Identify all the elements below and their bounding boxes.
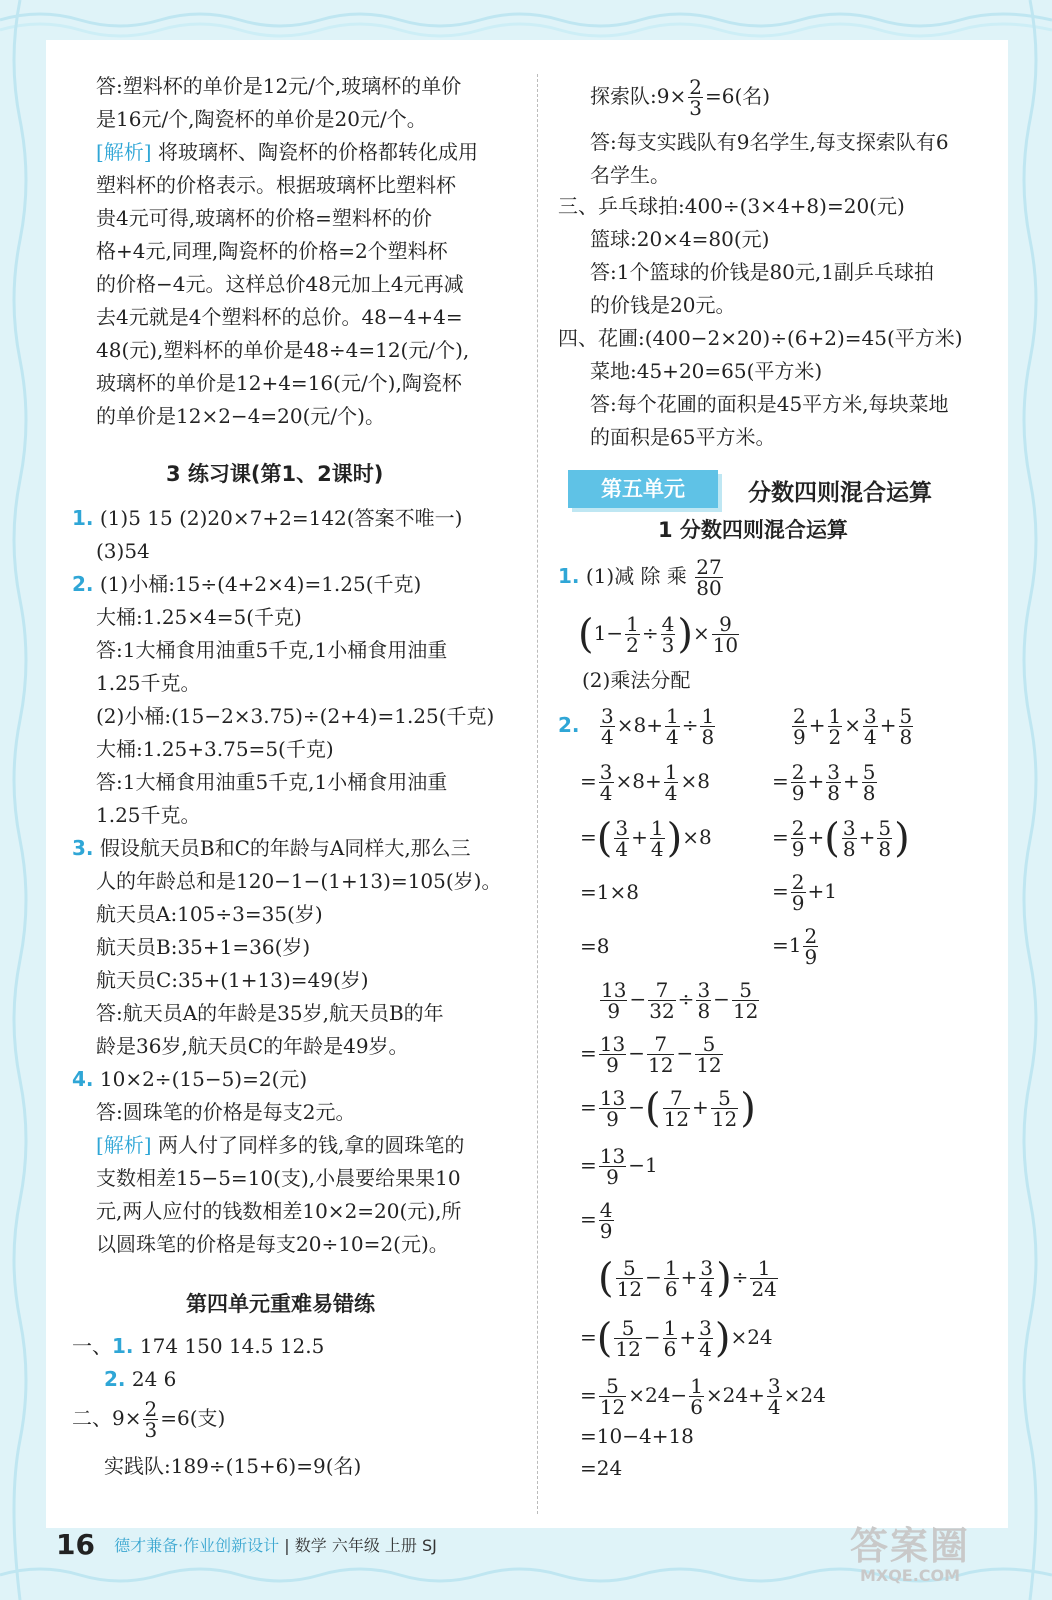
answer-line: 的面积是65平方米。	[590, 425, 776, 449]
analysis-line: 塑料杯的价格表示。根据玻璃杯比塑料杯	[96, 173, 456, 197]
analysis-line: 去4元就是4个塑料杯的总价。48−4+4=	[96, 305, 463, 329]
section-title: 1 分数四则混合运算	[658, 518, 848, 542]
question-line: (3)54	[96, 539, 150, 563]
analysis-line: 支数相差15−5=10(支),小晨要给果果10	[96, 1166, 461, 1190]
calc-step: =( $\frac{5}{12}$ − $\frac{1}{6}$ + $\frac{3}{4}$ )×24	[580, 1315, 773, 1362]
footer-brand: 德才兼备·作业创新设计	[114, 1536, 280, 1555]
review-2: 2. 24 6	[104, 1367, 177, 1391]
calc-step: = $\frac{13}{9}$ −( $\frac{7}{12}$ + $\frac{5}{12}$ )	[580, 1085, 756, 1132]
fraction: $\frac{2}{3}$	[689, 75, 702, 120]
question-line: 1.25千克。	[96, 803, 201, 827]
calc-step: = $\frac{2}{9}$ +1	[772, 870, 837, 915]
answer-line: 答:每个花圃的面积是45平方米,每块菜地	[590, 392, 949, 416]
fraction: $\frac{1}{2}$	[626, 612, 639, 657]
watermark-logo: 答案圈 MXQE.COM	[850, 1524, 971, 1585]
fraction: $\frac{27}{80}$	[696, 555, 722, 600]
calc-step: = $\frac{5}{12}$ ×24− $\frac{1}{6}$ ×24+ $\frac{3}{4}$ ×24	[580, 1374, 826, 1419]
calc-step: =24	[580, 1456, 623, 1480]
page-content	[46, 40, 1008, 1528]
question-2	[558, 700, 580, 750]
question-number: 1.	[72, 506, 94, 530]
question-line: 航天员C:35+(1+13)=49(岁)	[96, 968, 369, 992]
answer-line: 答:1个篮球的价钱是80元,1副乒乓球拍	[590, 260, 934, 284]
calc-step: =10−4+18	[580, 1424, 694, 1448]
page-number: 16	[56, 1528, 95, 1561]
answer-line: 答:塑料杯的单价是12元/个,玻璃杯的单价	[96, 74, 462, 98]
question-number: 1.	[558, 564, 580, 588]
analysis-line: 的单价是12×2−4=20(元/个)。	[96, 404, 385, 428]
question-line: 答:1大桶食用油重5千克,1小桶食用油重	[96, 638, 448, 662]
answer-line: 探索队:9× $\frac{2}{3}$ =6(名)	[590, 75, 771, 120]
question-number: 4.	[72, 1067, 94, 1091]
analysis-line: 的价格−4元。这样总价48元加上4元再减	[96, 272, 464, 296]
analysis-line: 贵4元可得,玻璃杯的价格=塑料杯的价	[96, 206, 432, 230]
calc-step: ( $\frac{5}{12}$ − $\frac{1}{6}$ + $\frac{3}{4}$ )÷ $\frac{1}{24}$	[598, 1255, 777, 1302]
expression: (1− $\frac{1}{2}$ ÷ $\frac{4}{3}$ )× $\frac{9}{10}$	[578, 611, 739, 658]
answer-line: 实践队:189÷(15+6)=9(名)	[104, 1454, 362, 1478]
analysis-line: 元,两人应付的钱数相差10×2=20(元),所	[96, 1199, 462, 1223]
question-4: 4. 10×2÷(15−5)=2(元)	[72, 1067, 308, 1091]
unit-title: 分数四则混合运算	[748, 480, 932, 506]
answer-line: 的价钱是20元。	[590, 293, 736, 317]
question-line: 答:航天员A的年龄是35岁,航天员B的年	[96, 1001, 444, 1025]
calc-step: = $\frac{2}{9}$ +( $\frac{3}{8}$ + $\frac{5}{8}$ )	[772, 815, 910, 862]
fraction: $\frac{4}{3}$	[661, 612, 675, 657]
question-line: 答:圆珠笔的价格是每支2元。	[96, 1100, 356, 1124]
calc-step: = $\frac{13}{9}$ −1	[580, 1144, 658, 1189]
calc-step: =1×8	[580, 880, 639, 904]
calc-step: =8	[580, 934, 610, 958]
answer-line: 三、乒乓球拍:400÷(3×4+8)=20(元)	[558, 194, 905, 218]
question-line: 航天员A:105÷3=35(岁)	[96, 902, 323, 926]
answer-line: 名学生。	[590, 163, 670, 187]
calc-step: = $\frac{2}{9}$ + $\frac{3}{8}$ + $\frac{5}{8}$	[772, 760, 876, 805]
question-number: 3.	[72, 836, 94, 860]
answer-line: 四、花圃:(400−2×20)÷(6+2)=45(平方米)	[558, 326, 963, 350]
review-3: 二、9× $\frac{2}{3}$ =6(支)	[72, 1397, 226, 1442]
question-line: 1.25千克。	[96, 671, 201, 695]
unit-tag: 第五单元	[568, 470, 718, 508]
calc-step: = $\frac{3}{4}$ ×8+ $\frac{1}{4}$ ×8	[580, 760, 710, 805]
analysis-tag: [解析]	[96, 1133, 152, 1157]
question-1: 1. (1)减 除 乘 $\frac{27}{80}$	[558, 555, 722, 600]
calc-step: $\frac{2}{9}$ + $\frac{1}{2}$ × $\frac{3}{4}$ + $\frac{5}{8}$	[793, 704, 913, 749]
answer-line: 答:每支实践队有9名学生,每支探索队有6	[590, 130, 949, 154]
section-title: 第四单元重难易错练	[186, 1292, 375, 1316]
question-line: 航天员B:35+1=36(岁)	[96, 935, 311, 959]
page-footer	[56, 1528, 437, 1564]
answer-line: 菜地:45+20=65(平方米)	[590, 359, 823, 383]
question-line: 大桶:1.25+3.75=5(千克)	[96, 737, 334, 761]
question-line: 龄是36岁,航天员C的年龄是49岁。	[96, 1034, 409, 1058]
question-line: 大桶:1.25×4=5(千克)	[96, 605, 302, 629]
analysis-line: 玻璃杯的单价是12+4=16(元/个),陶瓷杯	[96, 371, 462, 395]
analysis-line: 格+4元,同理,陶瓷杯的价格=2个塑料杯	[96, 239, 448, 263]
review-1: 一、1. 174 150 14.5 12.5	[72, 1334, 325, 1358]
analysis-line: [解析] 将玻璃杯、陶瓷杯的价格都转化成用	[96, 140, 478, 164]
calc-step: $\frac{3}{4}$ ×8+ $\frac{1}{4}$ ÷ $\frac{1}{8}$	[601, 704, 715, 749]
analysis-line: 48(元),塑料杯的单价是48÷4=12(元/个),	[96, 338, 470, 362]
question-line: (2)小桶:(15−2×3.75)÷(2+4)=1.25(千克)	[96, 704, 495, 728]
question-line: 人的年龄总和是120−1−(1+13)=105(岁)。	[96, 869, 502, 893]
analysis-tag: [解析]	[96, 140, 152, 164]
column-divider	[537, 74, 538, 1514]
calc-step: = $\frac{4}{9}$	[580, 1198, 613, 1243]
calc-step: =1 $\frac{2}{9}$	[772, 924, 818, 969]
analysis-line: [解析] 两人付了同样多的钱,拿的圆珠笔的	[96, 1133, 465, 1157]
question-number: 2.	[558, 713, 580, 737]
question-1: 1. (1)5 15 (2)20×7+2=142(答案不唯一)	[72, 506, 463, 530]
fraction: $\frac{9}{10}$	[712, 612, 739, 657]
question-line: (2)乘法分配	[582, 668, 691, 692]
calc-step: $\frac{13}{9}$ − $\frac{7}{32}$ ÷ $\frac{3}{8}$ − $\frac{5}{12}$	[601, 978, 759, 1023]
analysis-line: 以圆珠笔的价格是每支20÷10=2(元)。	[96, 1232, 449, 1256]
calc-step: = $\frac{13}{9}$ − $\frac{7}{12}$ − $\frac{5}{12}$	[580, 1032, 722, 1077]
question-number: 1.	[112, 1334, 134, 1358]
section-title: 3 练习课(第1、2课时)	[166, 462, 384, 486]
question-line: 答:1大桶食用油重5千克,1小桶食用油重	[96, 770, 448, 794]
calc-step: =( $\frac{3}{4}$ + $\frac{1}{4}$ )×8	[580, 815, 712, 862]
answer-line: 篮球:20×4=80(元)	[590, 227, 770, 251]
question-3: 3. 假设航天员B和C的年龄与A同样大,那么三	[72, 836, 471, 860]
question-2: 2. (1)小桶:15÷(4+2×4)=1.25(千克)	[72, 572, 422, 596]
question-number: 2.	[104, 1367, 126, 1391]
fraction: $\frac{2}{3}$	[144, 1397, 158, 1442]
answer-line: 是16元/个,陶瓷杯的单价是20元/个。	[96, 107, 427, 131]
question-number: 2.	[72, 572, 94, 596]
footer-subject: | 数学 六年级 上册 SJ	[284, 1536, 437, 1555]
